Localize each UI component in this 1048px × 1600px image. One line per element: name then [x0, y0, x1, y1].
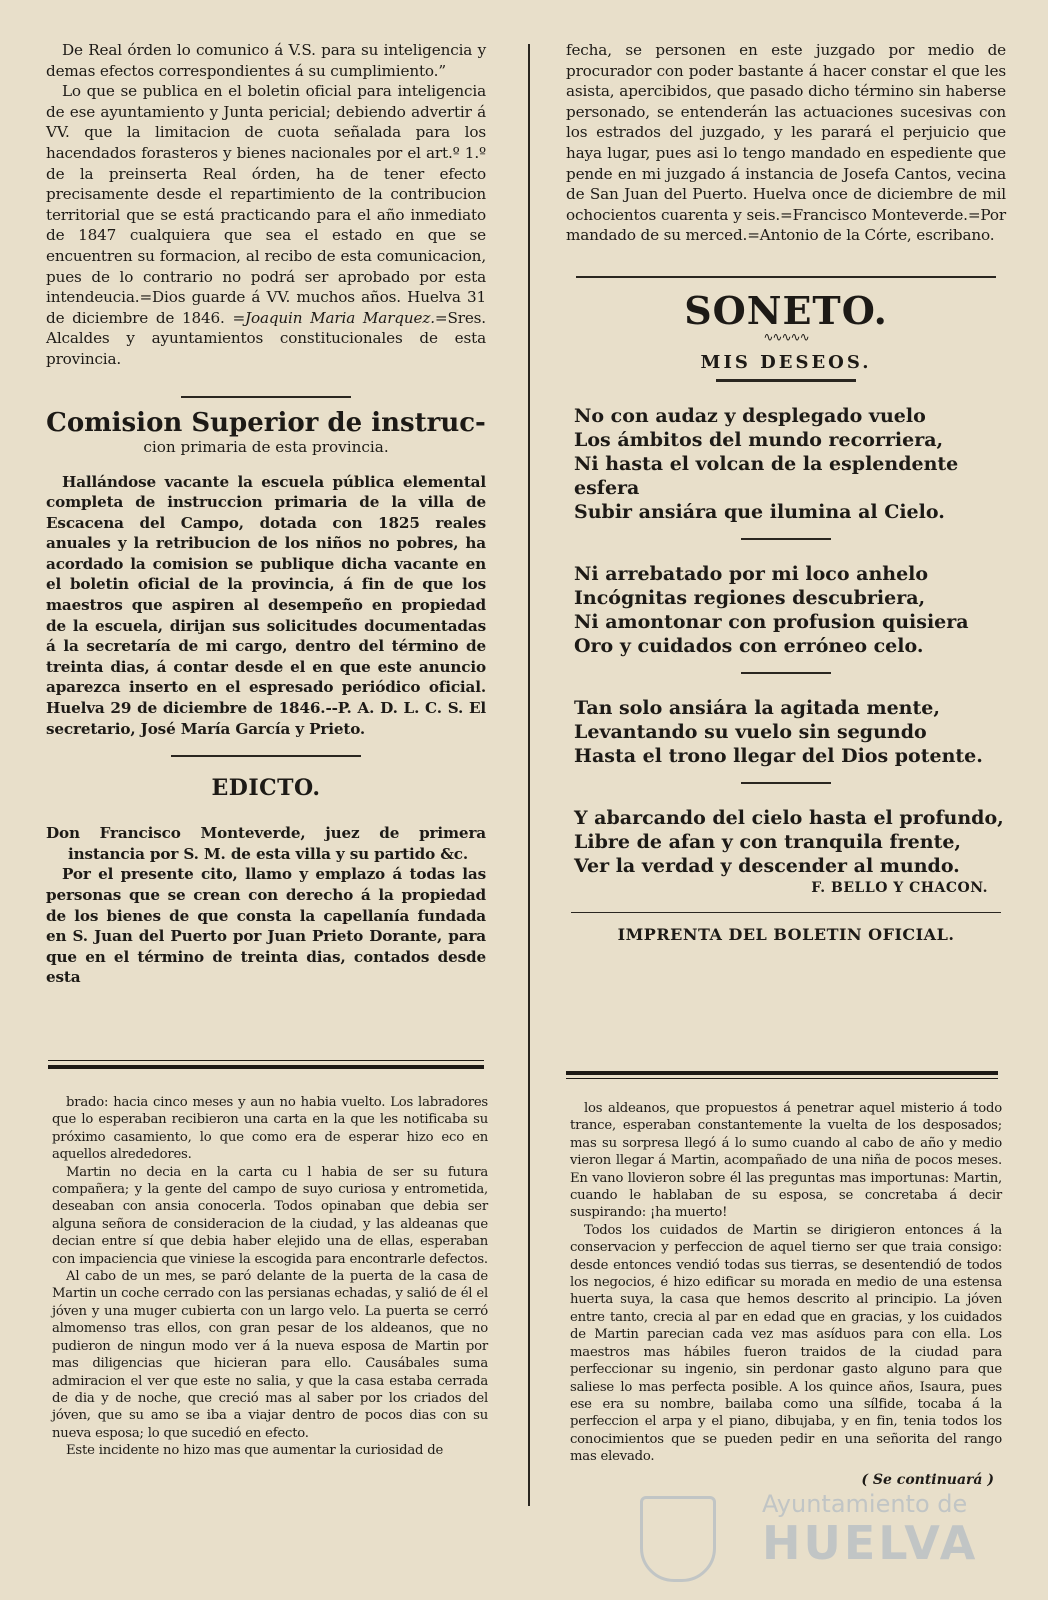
stanza-1: No con audaz y desplegado vuelo Los ámbitos del mundo recorriera, Ni hasta el volcan de la esplendente esfera Subir ansiára que ilumina al Cielo.	[574, 404, 959, 523]
story-paragraph: brado: hacia cinco meses y aun no habia vuelto. Los labradores que lo esperaban recibieron una carta en la que les notificaba su próximo casamiento, lo que como era de esperar hizo eco en aquellos alrededores.	[52, 1095, 488, 1163]
column-divider	[528, 44, 530, 1506]
comision-title: Comision Superior de instruc-	[46, 407, 486, 438]
page-separator-left	[48, 1060, 484, 1061]
page-separator-left-thick	[48, 1065, 484, 1069]
page-separator-right	[566, 1078, 998, 1079]
page-separator-right-thick	[566, 1071, 998, 1075]
story-right-column	[570, 1100, 1002, 1488]
continuation-note: ( Se continuará )	[861, 1471, 994, 1488]
comision-subtitle: cion primaria de esta provincia.	[143, 437, 389, 456]
stanza-3: Tan solo ansiára la agitada mente, Levantando su vuelo sin segundo Hasta el trono llegar del Dios potente.	[574, 696, 983, 767]
poem-signature: F. BELLO Y CHACON.	[811, 879, 988, 896]
notice-paragraph: Lo que se publica en el boletin oficial para inteligencia de ese ayuntamiento y Junta pericial; debiendo advertir á VV. que la limitacion de cuota señalada para los hacendados forasteros y bienes nacionales por el art.º 1.º de la preinserta Real órden, ha de tener efecto precisamente desde el repartimiento de la contribucion territorial que se está practicando para el año inmediato de 1847 cualquiera que sea el estado en que se encuentren su formacion, al recibo de esta comunicacion, pues de lo contrario no podrá ser aprobado por esta intendeucia.=Dios guarde á VV. muchos años. Huelva 31 de diciembre de 1846. =Joaquin Maria Marquez.=Sres. Alcaldes y ayuntamientos constitucionales de esta provincia.	[46, 82, 486, 368]
ornament-rule	[716, 379, 856, 382]
section-divider	[181, 396, 351, 398]
stanza-4: Y abarcando del cielo hasta el profundo, Libre de afan y con tranquila frente, Ver la verdad y descender al mundo.	[574, 806, 1004, 877]
watermark-line2: HUELVA	[762, 1516, 979, 1570]
stanza-divider	[741, 782, 831, 784]
vacancy-notice: Hallándose vacante la escuela pública elemental completa de instruccion primaria de la villa de Escacena del Campo, dotada con 1825 reales anuales y la retribucion de los niños no pobres, ha acordado la comision se publique dicha vacante en el boletin oficial de la provincia, á fin de que los maestros que aspiren al desempeño en propiedad de la escuela, dirijan sus solicitudes documentadas á la secretaría de mi cargo, dentro del término de treinta dias, á contar desde el en que este anuncio aparezca inserto en el espresado periódico oficial. Huelva 29 de diciembre de 1846.--P. A. D. L. C. S. El secretario, José María García y Prieto.	[46, 472, 486, 738]
archive-watermark	[640, 1490, 980, 1580]
section-divider	[576, 276, 996, 278]
signature-marquez: =Joaquin Maria Marquez.	[232, 308, 435, 327]
stanza-2: Ni arrebatado por mi loco anhelo Incógnitas regiones descubriera, Ni amontonar con profusion quisiera Oro y cuidados con erróneo celo.	[574, 562, 969, 657]
story-paragraph: Todos los cuidados de Martin se dirigieron entonces á la conservacion y perfeccion de aquel tierno ser que traia consigo: desde entonces vendió todas sus tierras, se desentendió de todos los negocios, é hizo edificar su morada en medio de una estensa huerta suya, la casa que hemos descrito al principio. La jóven entre tanto, crecia al par en edad que en gracias, y los cuidados de Martin parecian cada vez mas asíduos para con ella. Los maestros mas hábiles fueron traidos de la ciudad para perfeccionar su ingenio, sin perdonar gasto alguno para que saliese lo mas perfecta posible. A los quince años, Isaura, pues ese era su nombre, bailaba como una sílfide, tocaba á la perfeccion el arpa y el piano, dibujaba, y en fin, tenia todos los conocimientos que se pueden pedir en una señorita del rango mas elevado.	[570, 1222, 1002, 1465]
edicto-title: EDICTO.	[211, 775, 321, 802]
edicto-body: Por el presente cito, llamo y emplazo á todas las personas que se crean con derecho á la propiedad de los bienes de que consta la capellanía fundada en S. Juan del Puerto por Juan Prieto Dorante, para que en el término de treinta dias, contados desde esta	[46, 865, 486, 987]
story-left-column	[52, 1094, 488, 1460]
stanza-divider	[741, 538, 831, 540]
left-column	[46, 40, 486, 988]
watermark-line1: Ayuntamiento de	[762, 1490, 968, 1518]
edicto-continuation: fecha, se personen en este juzgado por medio de procurador con poder bastante á hacer constar el que les asista, apercibidos, que pasado dicho término sin haberse personado, se entenderán las actuaciones sucesivas con los estrados del juzgado, y les parará el perjuicio que haya lugar, pues asi lo tengo mandado en espediente que pende en mi juzgado á instancia de Josefa Cantos, vecina de San Juan del Puerto. Huelva once de diciembre de mil ochocientos cuarenta y seis.=Francisco Monteverde.=Por mandado de su merced.=Antonio de la Córte, escribano.	[566, 41, 1006, 245]
soneto-title: SONETO.	[684, 287, 888, 333]
story-paragraph: Al cabo de un mes, se paró delante de la puerta de la casa de Martin un coche cerrado con las persianas echadas, y salió de él el jóven y una muger cubierta con un largo velo. La puerta se cerró almomenso tras ellos, con gran pesar de los aldeanos, que no pudieron de ningun modo ver á la nueva esposa de Martin por mas diligencias que hicieran para ello. Causábales suma admiracion el ver que este no salia, y que la casa estaba cerrada de dia y de noche, que creció mas al saber por los criados del jóven, que su amo se iba a viajar dentro de pocos dias con su nueva esposa; lo que sucedió en efecto.	[52, 1269, 488, 1441]
imprenta-line: IMPRENTA DEL BOLETIN OFICIAL.	[617, 924, 955, 944]
ornament: ∿∿∿∿∿	[763, 329, 809, 344]
right-column	[566, 40, 1006, 956]
soneto-subtitle: MIS DESEOS.	[700, 351, 872, 373]
royal-order-closing: De Real órden lo comunico á V.S. para su inteligencia y demas efectos correspondientes á su cumplimiento.”	[46, 41, 486, 80]
edicto-judge: Don Francisco Monteverde, juez de primera instancia por S. M. de esta villa y su partido &c.	[46, 824, 486, 863]
section-divider	[171, 755, 361, 757]
story-paragraph: los aldeanos, que propuestos á penetrar aquel misterio á todo trance, esperaban constantemente la vuelta de los desposados; mas su sorpresa llegó á lo sumo cuando al cabo de año y medio vieron llegar á Martin, acompañado de una niña de pocos meses. En vano llovieron sobre él las preguntas mas importunas: Martin, cuando le hablaban de su esposa, se concretaba á decir suspirando: ¡ha muerto!	[570, 1101, 1002, 1221]
story-paragraph: Martin no decia en la carta cu l habia de ser su futura compañera; y la gente del campo de suyo curiosa y entrometida, deseaban con ansia conocerla. Todos opinaban que debia ser alguna señora de consideracion de la ciudad, y las aldeanas que decian entre sí que debia haber elejido una de ellas, esperaban con impaciencia que viniese la escogida para encontrarle defectos.	[52, 1164, 488, 1267]
story-paragraph: Este incidente no hizo mas que aumentar la curiosidad de	[66, 1443, 444, 1459]
shield-icon	[640, 1496, 716, 1582]
section-divider	[571, 912, 1001, 913]
stanza-divider	[741, 672, 831, 674]
